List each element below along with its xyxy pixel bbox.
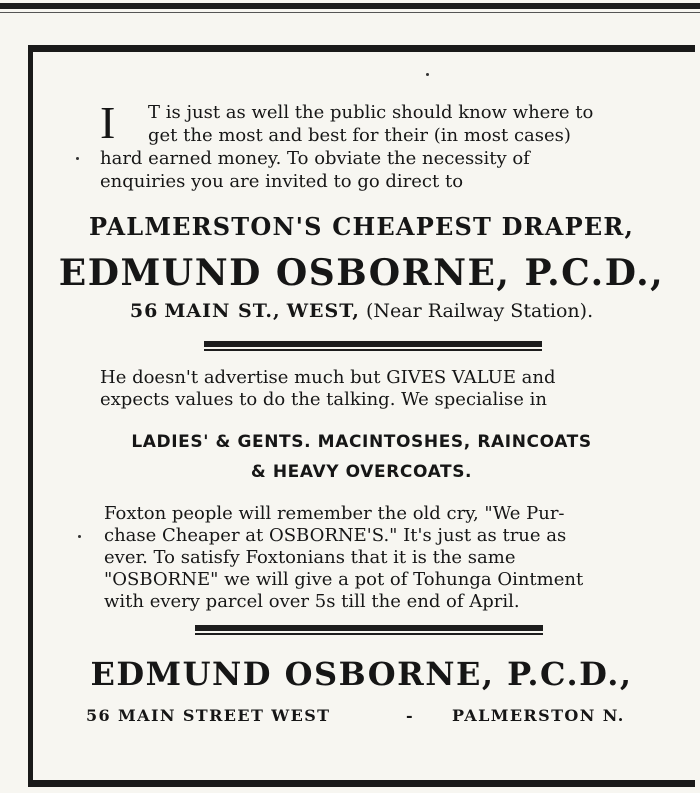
business-name-heading: EDMUND OSBORNE, P.C.D., bbox=[58, 252, 665, 294]
address-note: (Near Railway Station). bbox=[365, 300, 594, 322]
address-line bbox=[28, 300, 695, 322]
street-number: 56 bbox=[129, 300, 159, 322]
cheapest-draper-heading: PALMERSTON'S CHEAPEST DRAPER, bbox=[88, 212, 635, 241]
intro-line: get the most and best for their (in most cases) bbox=[148, 125, 571, 146]
street-west: WEST, bbox=[286, 300, 360, 322]
value-paragraph bbox=[100, 367, 660, 411]
intro-paragraph bbox=[100, 97, 640, 193]
coats-heading-line-2: & HEAVY OVERCOATS. bbox=[250, 462, 473, 482]
foxton-paragraph bbox=[104, 503, 644, 613]
intro-line: hard earned money. To obviate the necessity of bbox=[100, 148, 530, 169]
divider-bar-thin bbox=[204, 349, 542, 351]
print-speck bbox=[426, 73, 429, 76]
divider-bar bbox=[195, 625, 543, 631]
business-name-footer-heading: EDMUND OSBORNE, P.C.D., bbox=[90, 655, 633, 693]
top-rule-thin bbox=[0, 12, 700, 13]
print-speck bbox=[78, 535, 81, 538]
foxton-line: ever. To satisfy Foxtonians that it is the same bbox=[104, 547, 516, 568]
drop-cap: I bbox=[100, 97, 116, 148]
value-line: He doesn't advertise much but GIVES VALUE and bbox=[100, 367, 556, 388]
footer-town: PALMERSTON N. bbox=[452, 706, 625, 725]
footer-address: 56 MAIN STREET WEST bbox=[86, 706, 331, 725]
foxton-line: Foxton people will remember the old cry, "We Pur- bbox=[104, 503, 565, 524]
street-name: MAIN ST., bbox=[164, 300, 281, 322]
foxton-line: chase Cheaper at OSBORNE'S." It's just as true as bbox=[104, 525, 567, 546]
foxton-line: "OSBORNE" we will give a pot of Tohunga Ointment bbox=[104, 569, 584, 590]
intro-line: enquiries you are invited to go direct to bbox=[100, 171, 464, 192]
foxton-line: with every parcel over 5s till the end of April. bbox=[104, 591, 520, 612]
value-line: expects values to do the talking. We specialise in bbox=[100, 389, 547, 410]
print-speck bbox=[76, 157, 79, 160]
divider-bar-thin bbox=[195, 633, 543, 635]
top-rule bbox=[0, 3, 700, 9]
footer-separator: - bbox=[406, 706, 415, 725]
coats-heading-line-1: LADIES' & GENTS. MACINTOSHES, RAINCOATS bbox=[131, 432, 592, 452]
intro-line: T is just as well the public should know where to bbox=[148, 102, 594, 123]
divider-bar bbox=[204, 341, 542, 347]
